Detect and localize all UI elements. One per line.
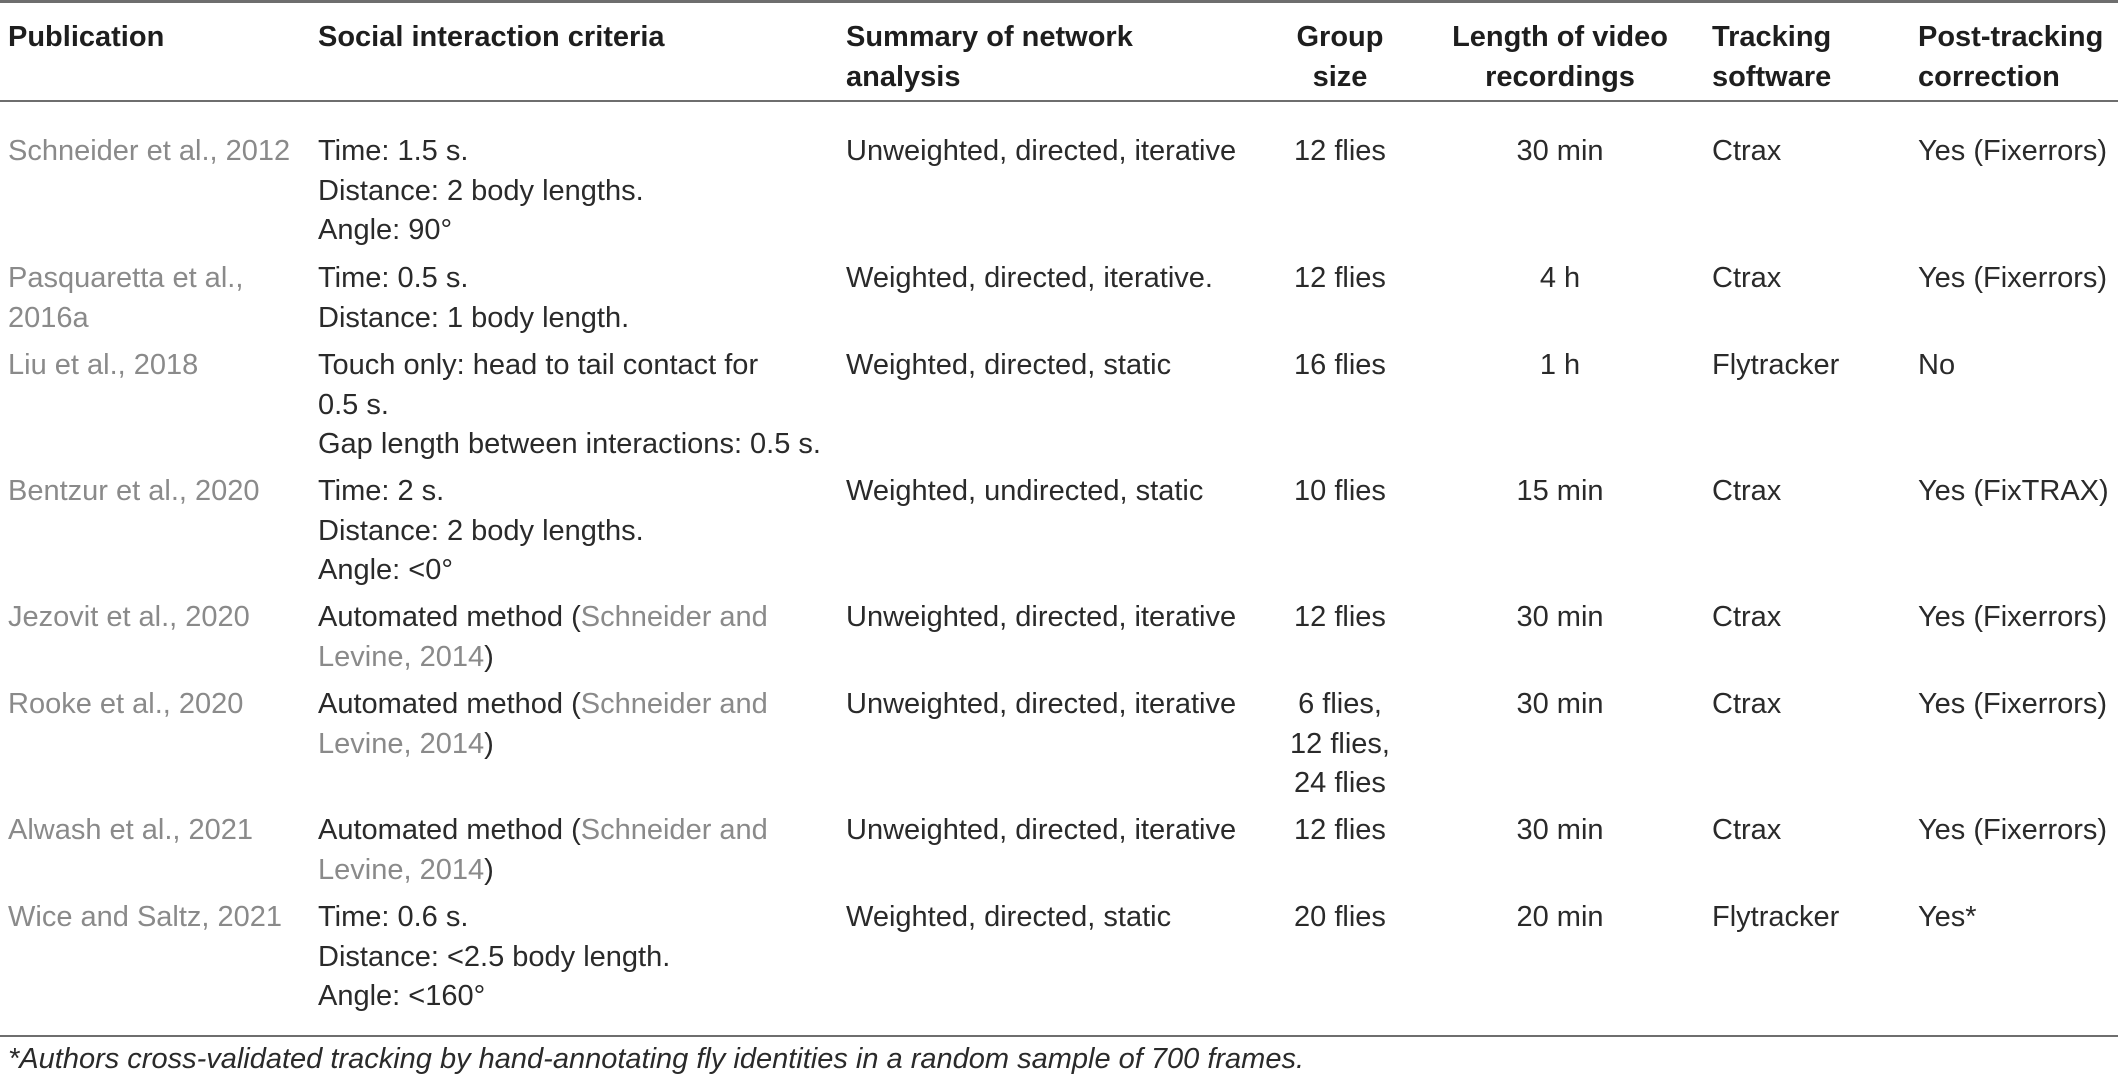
correction-cell: Yes (Fixerrors)	[1918, 601, 2108, 633]
group-size-cell: 12 flies	[1294, 262, 1386, 294]
length-cell: 30 min	[1516, 601, 1604, 633]
summary-cell: Weighted, directed, iterative.	[846, 262, 1213, 294]
citation-link[interactable]: Levine, 2014	[318, 727, 485, 760]
length-cell: 30 min	[1516, 135, 1604, 167]
criteria-cell: Automated method (Schneider and Levine, 2014)	[318, 601, 768, 673]
group-size-cell: 12 flies	[1294, 135, 1386, 167]
length-cell: 15 min	[1516, 475, 1604, 507]
criteria-cell: Time: 2 s. Distance: 2 body lengths. Angle: <0°	[318, 475, 644, 586]
length-cell: 1 h	[1539, 349, 1581, 381]
citation-link[interactable]: Schneider and	[580, 601, 768, 633]
header-publication: Publication	[8, 21, 165, 53]
citation-link[interactable]: Schneider and	[580, 814, 768, 846]
correction-cell: Yes (Fixerrors)	[1918, 262, 2108, 294]
software-cell: Ctrax	[1712, 601, 1782, 633]
correction-cell: No	[1918, 349, 1956, 381]
criteria-cell: Time: 0.5 s. Distance: 1 body length.	[318, 262, 630, 334]
criteria-cell: Automated method (Schneider and Levine, 2014)	[318, 688, 768, 760]
table-bottom-rule	[0, 1035, 2118, 1037]
publication-cell: Schneider et al., 2012	[8, 135, 291, 167]
group-size-cell: 12 flies	[1294, 601, 1386, 633]
table-footnote: *Authors cross-validated tracking by hand-annotating fly identities in a random sample of 700 frames.	[8, 1043, 1305, 1075]
criteria-cell: Touch only: head to tail contact for 0.5 s. Gap length between interactions: 0.5 s.	[318, 349, 821, 460]
header-rule	[0, 100, 2118, 102]
length-cell: 30 min	[1516, 688, 1604, 720]
software-cell: Ctrax	[1712, 814, 1782, 846]
citation-link[interactable]: Levine, 2014	[318, 640, 485, 673]
length-cell: 4 h	[1539, 262, 1581, 294]
summary-cell: Weighted, undirected, static	[846, 475, 1204, 507]
correction-cell: Yes (Fixerrors)	[1918, 814, 2108, 846]
software-cell: Ctrax	[1712, 475, 1782, 507]
header-software: Tracking software	[1712, 21, 1832, 93]
publication-cell: Pasquaretta et al., 2016a	[8, 262, 244, 334]
correction-cell: Yes (FixTRAX)	[1918, 475, 2109, 507]
correction-cell: Yes (Fixerrors)	[1918, 135, 2108, 167]
publication-cell: Alwash et al., 2021	[8, 814, 254, 846]
software-cell: Flytracker	[1712, 349, 1840, 381]
header-criteria: Social interaction criteria	[318, 21, 665, 53]
software-cell: Ctrax	[1712, 688, 1782, 720]
header-group-size: Group size	[1296, 21, 1384, 93]
group-size-cell: 16 flies	[1294, 349, 1386, 381]
criteria-cell: Time: 1.5 s. Distance: 2 body lengths. Angle: 90°	[318, 135, 644, 246]
software-cell: Flytracker	[1712, 901, 1840, 933]
correction-cell: Yes (Fixerrors)	[1918, 688, 2108, 720]
length-cell: 20 min	[1516, 901, 1604, 933]
software-cell: Ctrax	[1712, 262, 1782, 294]
citation-link[interactable]: Schneider and	[580, 688, 768, 720]
table-top-rule	[0, 0, 2118, 3]
publication-cell: Wice and Saltz, 2021	[8, 901, 283, 933]
group-size-cell: 12 flies	[1294, 814, 1386, 846]
publication-cell: Liu et al., 2018	[8, 349, 199, 381]
summary-cell: Unweighted, directed, iterative	[846, 814, 1237, 846]
correction-cell: Yes*	[1918, 901, 1977, 933]
summary-cell: Unweighted, directed, iterative	[846, 688, 1237, 720]
summary-cell: Weighted, directed, static	[846, 349, 1172, 381]
citation-link[interactable]: Levine, 2014	[318, 853, 485, 886]
publication-cell: Rooke et al., 2020	[8, 688, 244, 720]
software-cell: Ctrax	[1712, 135, 1782, 167]
summary-cell: Weighted, directed, static	[846, 901, 1172, 933]
group-size-cell: 6 flies, 12 flies, 24 flies	[1290, 688, 1390, 799]
summary-cell: Unweighted, directed, iterative	[846, 135, 1237, 167]
criteria-cell: Time: 0.6 s. Distance: <2.5 body length. Angle: <160°	[318, 901, 671, 1012]
header-summary: Summary of network analysis	[846, 21, 1133, 93]
publication-cell: Bentzur et al., 2020	[8, 475, 260, 507]
group-size-cell: 20 flies	[1294, 901, 1386, 933]
header-correction: Post-tracking correction	[1918, 21, 2104, 93]
header-length: Length of video recordings	[1452, 21, 1668, 93]
criteria-cell: Automated method (Schneider and Levine, 2014)	[318, 814, 768, 886]
length-cell: 30 min	[1516, 814, 1604, 846]
publication-cell: Jezovit et al., 2020	[8, 601, 250, 633]
summary-cell: Unweighted, directed, iterative	[846, 601, 1237, 633]
group-size-cell: 10 flies	[1294, 475, 1386, 507]
